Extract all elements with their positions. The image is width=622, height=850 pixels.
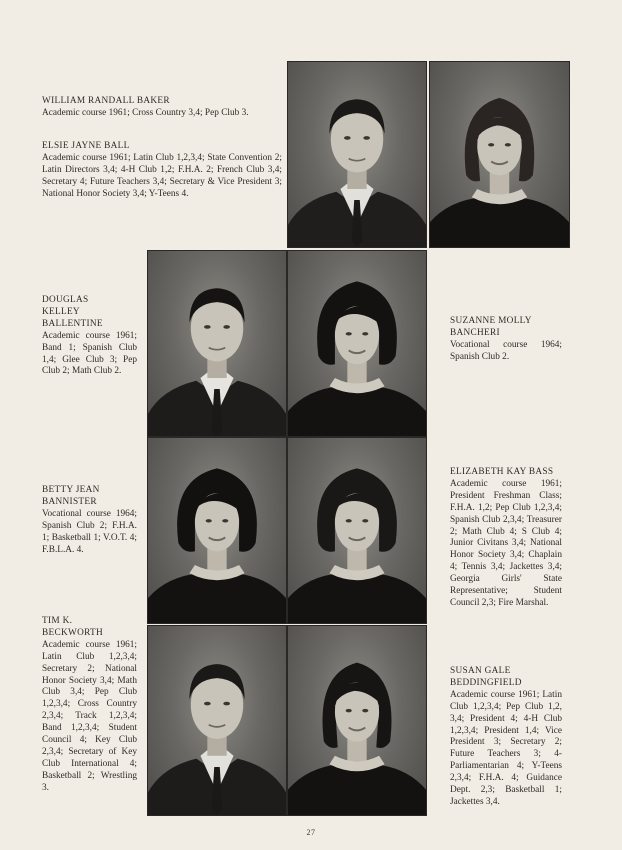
student-activities: Academic course 1961; Latin Club 1,2,3,4; State Convention 2; Latin Directors 3,4; 4-H Club 1,2; F.H.A. 2; French Club 3,4; Secretary 4; Future Teachers 3,4; Secretary & Vice President 3; National Honor Society 3,4; Y-Teens 4. [42,152,282,199]
student-name: WILLIAM RANDALL BAKER [42,96,170,106]
student-name: SUSAN GALE BEDDINGFIELD [450,666,522,688]
portrait-silhouette [288,251,426,436]
student-entry [42,141,282,201]
student-entry [42,96,282,120]
portrait-photo [287,61,427,248]
student-entry [450,316,562,364]
student-entry [450,666,562,809]
student-name: BETTY JEAN BANNISTER [42,485,100,507]
page-number: 27 [306,828,316,837]
portrait-silhouette [148,438,286,623]
student-activities: Vocational course 1964; Spanish Club 2; F.H.A. 1; Basketball 1; V.O.T. 4; F.B.L.A. 4. [42,508,137,555]
student-name: SUZANNE MOLLY BANCHERI [450,316,532,338]
student-name: ELSIE JAYNE BALL [42,141,130,151]
student-name: TIM K. BECKWORTH [42,616,104,638]
student-activities: Academic course 1961; Cross Country 3,4; Pep Club 3. [42,107,249,118]
portrait-photo [287,250,427,437]
portrait-photo [287,437,427,624]
student-entry [42,616,137,795]
student-entry [450,467,562,610]
student-activities: Vocational course 1964; Spanish Club 2. [450,339,562,362]
student-activities: Academic course 1961; President Freshman Class; F.H.A. 1,2; Pep Club 1,2,3,4; Spanish Club 2,3,4; Treasurer 2; Math Club 4; S Club 4; Junior Civitans 3,4; National Honor Society 3,4; Chaplain 4; Tennis 3,4; Jackettes 3,4; Georgia Girls' State Representative; Student Council 2,3; Fire Marshal. [450,478,562,608]
student-activities: Academic course 1961; Latin Club 1,2,3,4; Pep Club 1,2, 3,4; President 4; 4-H Club 1,2,3,4; President 1,4; Vice President 3; Secretary 2; Future Teachers 3; 4-Parliamentarian 4; Y-Teens 2,3,4; F.H.A. 4; Guidance Dept. 2,3; Basketball 1; Jackettes 3,4. [450,689,562,807]
portrait-silhouette [288,438,426,623]
student-activities: Academic course 1961; Latin Club 1,2,3,4; Secretary 2; National Honor Society 3,4; Math Club 3,4; Pep Club 1,2,3,4; Cross Country 2,3,4; Track 1,2,3,4; Band 1,2,3,4; Student Council 4; Key Club 2,3,4; Secretary of Key Club International 4; Basketball 2; Wrestling 3. [42,639,137,793]
portrait-silhouette [430,62,569,247]
portrait-silhouette [288,62,426,247]
portrait-photo [147,250,287,437]
portrait-photo [147,625,287,816]
student-activities: Academic course 1961; Band 1; Spanish Club 1,4; Glee Club 3; Pep Club 2; Math Club 2. [42,330,137,377]
portrait-photo [287,625,427,816]
portrait-photo [429,61,570,248]
student-entry [42,485,137,556]
portrait-silhouette [148,251,286,436]
portrait-silhouette [288,626,426,815]
student-entry [42,295,137,378]
student-name: DOUGLAS KELLEY BALLENTINE [42,295,103,329]
student-name: ELIZABETH KAY BASS [450,467,554,477]
portrait-photo [147,437,287,624]
portrait-silhouette [148,626,286,815]
